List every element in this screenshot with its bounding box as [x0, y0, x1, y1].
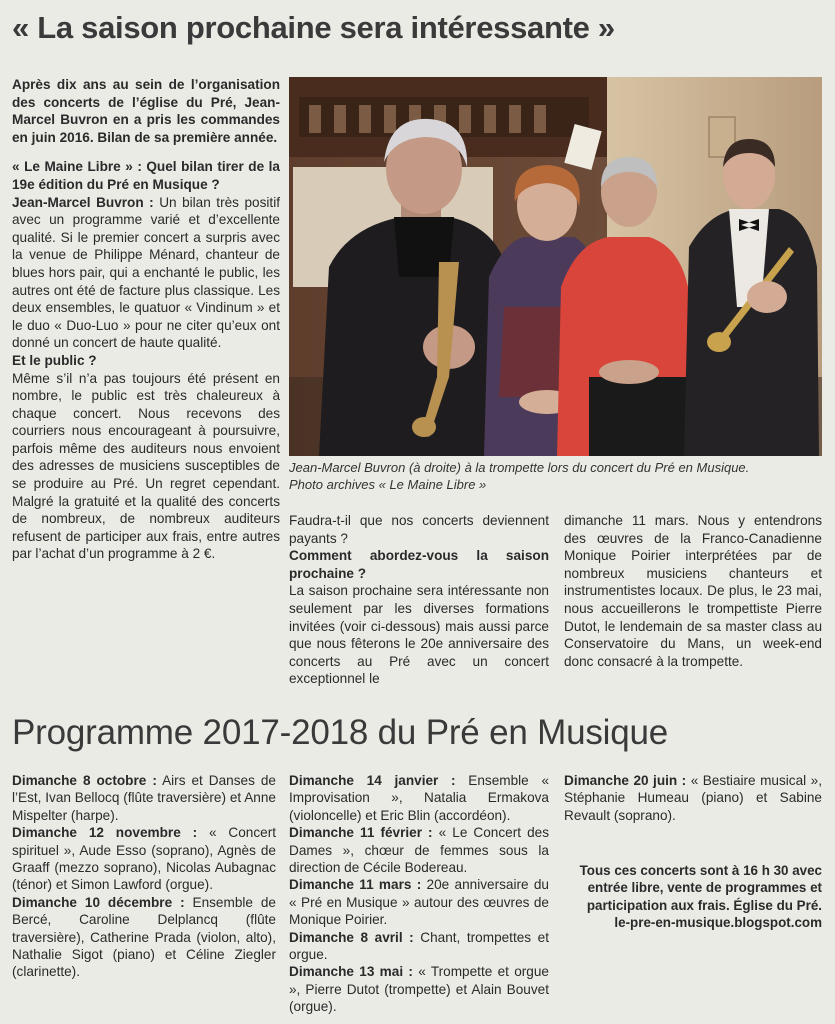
programme-text: Airs et Danses de l’Est, Ivan Bellocq (flûte traversière) et Anne Mispelter (harpe).	[12, 773, 276, 823]
middle-text-1: Faudra-t-il que nos concerts deviennent payants ?	[289, 513, 549, 546]
programme-text: « Le Concert des Dames », chœur de femmes sous la direction de Cécile Bodereau.	[289, 825, 549, 876]
programme-item	[12, 824, 276, 894]
programme-item	[289, 876, 549, 928]
programme-text: Chant, trompettes et orgue.	[289, 929, 549, 963]
right-column	[564, 512, 822, 670]
article-headline: « La saison prochaine sera intéressante »	[12, 10, 615, 45]
concert-info-text: Tous ces concerts sont à 16 h 30 avec entrée libre, vente de programmes et participation aux frais. Église du Pré.	[579, 863, 822, 913]
programme-item	[12, 894, 276, 981]
programme-title: Programme 2017-2018 du Pré en Musique	[12, 713, 669, 752]
answer-1	[12, 194, 280, 352]
left-column	[12, 76, 280, 563]
answer-1-speaker: Jean-Marcel Buvron :	[12, 194, 154, 210]
photo-caption	[289, 459, 822, 493]
concert-photo-illustration	[289, 77, 822, 456]
programme-item	[289, 824, 549, 876]
programme-date: Dimanche 12 novembre :	[12, 825, 198, 841]
programme-date: Dimanche 14 janvier :	[289, 773, 456, 788]
programme-item	[564, 772, 822, 824]
programme-text: Ensemble de Bercé, Caroline Delplancq (flûte traversière), Catherine Prada (violon, alto), Nathalie Sigot (piano) et Céline Ziegler (clarinette).	[12, 894, 276, 980]
programme-item	[289, 963, 549, 1015]
photo-caption-line-1: Jean-Marcel Buvron (à droite) à la trompette lors du concert du Pré en Musique.	[289, 460, 750, 475]
programme-item	[12, 772, 276, 824]
programme-text: « Concert spirituel », Aude Esso (soprano), Agnès de Graaff (mezzo soprano), Nicolas Aubagnac (ténor) et Simon Lawford (orgue).	[12, 825, 276, 893]
programme-item	[289, 929, 549, 964]
concert-info-note	[568, 862, 822, 932]
programme-column-2	[289, 772, 549, 1016]
photo-credit: Photo archives « Le Maine Libre »	[289, 477, 487, 492]
programme-date: Dimanche 8 octobre :	[12, 773, 157, 788]
programme-text: « Bestiaire musical », Stéphanie Humeau (piano) et Sabine Revault (soprano).	[564, 773, 822, 823]
answer-3: La saison prochaine sera intéressante non seulement par les diverses formations invitées (voir ci-dessous) mais aussi parce que nous fêterons le 20e anniversaire des concerts au Pré avec un concert exceptionnel le	[289, 583, 549, 687]
question-1: « Le Maine Libre » : Quel bilan tirer de la 19e édition du Pré en Musique ?	[12, 159, 280, 192]
programme-date: Dimanche 8 avril :	[289, 929, 414, 945]
programme-text: « Trompette et orgue », Pierre Dutot (trompette) et Alain Bouvet (orgue).	[289, 964, 549, 1015]
concert-photo	[289, 77, 822, 456]
question-2: Et le public ?	[12, 352, 97, 368]
article-intro: Après dix ans au sein de l’organisation des concerts de l’église du Pré, Jean-Marcel Buvron en a pris les commandes en juin 2016. Bilan de sa première année.	[12, 77, 280, 145]
right-text: dimanche 11 mars. Nous y entendrons des œuvres de la Franco-Canadienne Monique Poirier interprétées par de nombreux musiciens chanteurs et instrumentistes locaux. De plus, le 23 mai, nous accueillerons le trompettiste Pierre Dutot, le lendemain de sa master class au Conservatoire du Mans, un week-end donc consacré à la trompette.	[564, 513, 822, 669]
website-url: le-pre-en-musique.blogspot.com	[614, 915, 822, 931]
answer-1-text: Un bilan très positif avec un programme varié et d’excellente qualité. Si le premier concert a surpris avec la venue de Philippe Ménard, chanteur de blues hors pair, qui a enchanté le public, les autres ont été de facture plus classique. Les deux ensembles, le quatuor « Vindinum » et le duo « Duo-Luo » pour ne citer qu’eux ont donné un concert de haute qualité.	[12, 194, 280, 351]
programme-date: Dimanche 20 juin :	[564, 773, 687, 788]
programme-date: Dimanche 13 mai :	[289, 964, 413, 980]
programme-item	[289, 772, 549, 824]
programme-date: Dimanche 11 février :	[289, 825, 433, 841]
middle-column	[289, 512, 549, 688]
programme-text: 20e anniversaire du « Pré en Musique » autour des œuvres de Monique Poirier.	[289, 877, 549, 928]
programme-column-3	[564, 772, 822, 824]
programme-date: Dimanche 10 décembre :	[12, 894, 185, 910]
programme-text: Ensemble « Improvisation », Natalia Ermakova (violoncelle) et Eric Blin (accordéon).	[289, 773, 550, 823]
answer-2: Même s’il n’a pas toujours été présent en nombre, le public est très chaleureux à chaque concert. Nous recevons des courriers nous encourageant à poursuivre, parfois même des auditeurs nous envoient des adresses de musiciens susceptibles de se produire au Pré. Un regret cependant. Malgré la gratuité et la qualité des concerts de nombreux, de nombreux auditeurs refusent de participer aux frais, entre autres par l’achat d’un programme à 2 €.	[12, 370, 280, 562]
programme-date: Dimanche 11 mars :	[289, 877, 422, 893]
question-3: Comment abordez-vous la saison prochaine ?	[289, 548, 549, 581]
programme-column-1	[12, 772, 276, 981]
